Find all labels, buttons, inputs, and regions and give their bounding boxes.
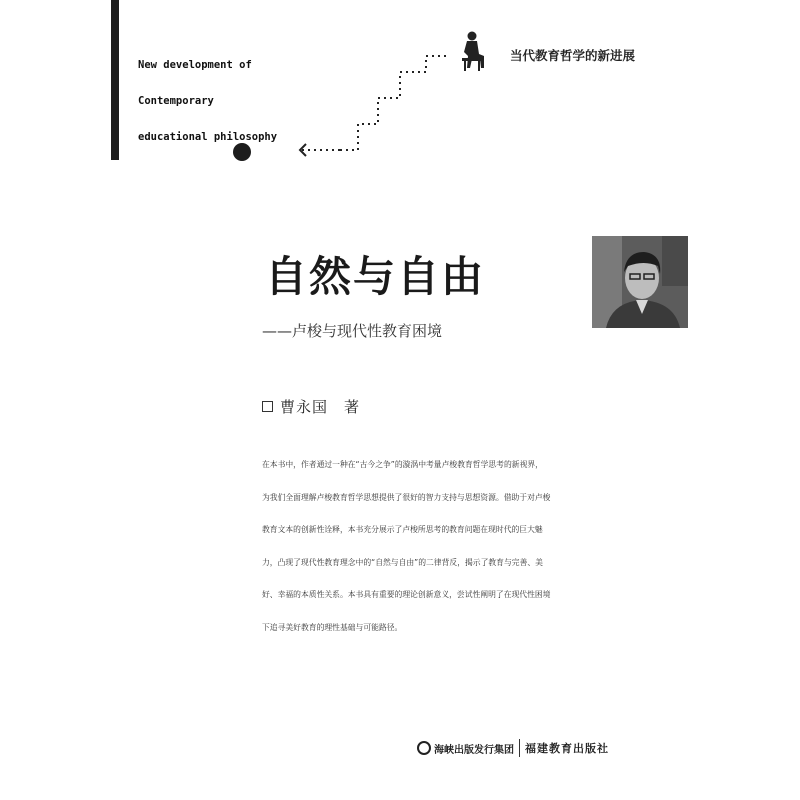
author-name: 曹永国 著 [280,398,361,416]
author-photo [592,236,688,328]
series-en-line-3: educational philosophy [138,131,278,143]
description-line: 力，凸现了现代性教育理念中的“自然与自由”的二律背反，揭示了教育与完善、美 [262,557,543,567]
thinker-icon [462,32,484,72]
book-description [262,459,602,654]
series-en-line-1: New development of [138,59,252,71]
publisher-group: 海峡出版发行集团 [434,744,514,756]
publisher-logo-icon [417,741,431,755]
description-line: 为我们全面理解卢梭教育哲学思想提供了很好的智力支持与思想资源。借助于对卢梭 [262,492,551,502]
stairs-arrow-graphic [228,28,518,168]
spine-bar [111,0,119,160]
author-marker-box [262,401,273,412]
series-en-line-2: Contemporary [138,95,214,107]
description-line: 好、幸福的本质性关系。本书具有重要的理论创新意义，尝试性阐明了在现代性困境 [262,590,551,599]
book-title: 自然与自由 [265,252,486,301]
publisher-divider [519,739,520,757]
description-line: 下追寻美好教育的理性基础与可能路径。 [262,622,403,632]
bullet-dot [233,143,251,161]
dotted-staircase [340,56,450,150]
series-title-chinese: 当代教育哲学的新进展 [510,48,636,63]
description-line: 在本书中，作者通过一种在“古今之争”的漩涡中考量卢梭教育哲学思考的新视界， [262,460,543,469]
publisher-imprint [417,736,609,760]
publisher-press: 福建教育出版社 [525,742,609,755]
book-subtitle: ——卢梭与现代性教育困境 [262,322,443,340]
description-line: 教育文本的创新性诠释，本书充分展示了卢梭所思考的教育问题在现时代的巨大魅 [262,525,543,534]
